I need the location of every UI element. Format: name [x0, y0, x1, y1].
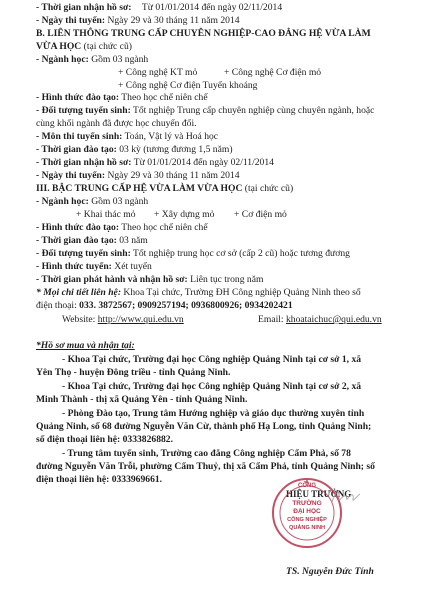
hoso-p4-l1: - Trung tâm tuyển sinh, Trường cao đẳng Công nghiệp Cẩm Phả, số 78 — [62, 448, 351, 459]
receive-value: Từ 01/01/2014 đến ngày 02/11/2014 — [141, 2, 283, 13]
hoso-p4-l3: điện thoại liên hệ: 0333969661. — [36, 474, 163, 485]
handwritten-signature — [330, 486, 362, 508]
hoso-title: *Hồ sơ mua và nhận tại: — [36, 340, 135, 351]
hoso-p3-l2: Quảng Ninh, số 68 đường Nguyễn Văn Cừ, thành phố Hạ Long, tỉnh Quảng Ninh; — [36, 421, 372, 432]
b-ngaythi-value: Ngày 29 và 30 tháng 11 năm 2014 — [107, 170, 240, 181]
iii-dienthoai-value: 033. 3872567; 0909257194; 0936800926; 0934202421 — [79, 300, 293, 311]
b-major-3: + Công nghệ Cơ điện Tuyển khoáng — [118, 80, 258, 91]
b-monthi-line — [36, 131, 218, 143]
b-hinhthuc-value: Theo học chế niên chế — [121, 92, 208, 103]
signer-name: TS. Nguyễn Đức Tính — [286, 566, 374, 577]
iii-nganh-line — [36, 196, 148, 208]
iii-nganh-label: - Ngành học: — [36, 196, 89, 207]
hoso-p4-l2: đường Nguyễn Văn Trỗi, phường Cẩm Thuỷ, thị xã Cẩm Phả, tỉnh Quảng Ninh; số — [36, 461, 375, 472]
iii-major-1: + Khai thác mỏ — [76, 209, 136, 220]
b-nhanhs-value: Từ 01/01/2014 đến ngày 02/11/2014 — [133, 157, 274, 168]
iii-email-line — [258, 314, 382, 326]
b-hinhthuc-label: - Hình thức đào tạo: — [36, 92, 120, 103]
iii-doituong-value: Tốt nghiệp trung học cơ sở (cấp 2 cũ) hoặc tương đương — [133, 248, 350, 259]
iii-email-label: Email: — [258, 314, 284, 325]
stamp-line-3: CÔNG NGHIỆP — [287, 517, 327, 523]
section-b-title-line2 — [36, 41, 132, 53]
stamp-line-1: TRƯỜNG — [292, 500, 322, 507]
iii-chitiet-value: Khoa Tại chức, Trường ĐH Công nghiệp Quảng Ninh theo số — [123, 287, 361, 298]
iii-hinhthuc-ts-value: Xét tuyển — [114, 261, 152, 272]
iii-phathanh-label: - Thời gian phát hành và nhận hồ sơ: — [36, 274, 188, 285]
exam-value: Ngày 29 và 30 tháng 11 năm 2014 — [107, 15, 240, 26]
b-nganh-line — [36, 54, 148, 66]
b-thoigian-label: - Thời gian đào tạo: — [36, 144, 117, 155]
b-ngaythi-line — [36, 170, 240, 182]
b-doituong-line2: cùng khối ngành đã được học chuyển đổi. — [36, 118, 197, 129]
section-b-title: B. LIÊN THÔNG TRUNG CẤP CHUYÊN NGHIỆP-CAO ĐẲNG HỆ VỪA LÀM — [36, 28, 371, 39]
iii-website-line — [62, 314, 184, 326]
section-iii-title-note: (tại chức cũ) — [244, 183, 294, 194]
website-link[interactable]: http://www.qui.edu.vn — [97, 314, 184, 325]
hoso-p1-l2: Yên Thọ - huyện Đông triều - tỉnh Quảng Ninh. — [36, 367, 231, 378]
iii-doituong-line — [36, 248, 350, 260]
stamp-line-2: ĐẠI HỌC — [293, 508, 321, 515]
stamp-line-4: QUẢNG NINH — [288, 525, 326, 531]
section-iii-title-line — [36, 183, 293, 195]
iii-nganh-value: Gồm 03 ngành — [91, 196, 149, 207]
b-doituong-label: - Đối tượng tuyển sinh: — [36, 105, 131, 116]
b-nhanhs-line — [36, 157, 274, 169]
b-thoigian-line — [36, 144, 233, 156]
iii-thoigian-label: - Thời gian đào tạo: — [36, 235, 117, 246]
iii-hinhthuc-line — [36, 222, 208, 234]
iii-hinhthuc-ts-line — [36, 261, 152, 273]
iii-hinhthuc-value: Theo học chế niên chế — [121, 222, 208, 233]
b-monthi-value: Toán, Vật lý và Hoá học — [124, 131, 219, 142]
stamp-top-text: CÔNG — [298, 483, 316, 489]
iii-doituong-label: - Đối tượng tuyển sinh: — [36, 248, 131, 259]
b-doituong-line — [36, 105, 374, 117]
hoso-p3-l1: - Phòng Đào tạo, Trung tâm Hướng nghiệp và giáo dục thường xuyên tỉnh — [62, 408, 365, 419]
exam-line — [36, 15, 240, 27]
iii-phathanh-value: Liên tục trong năm — [190, 274, 264, 285]
b-thoigian-value: 03 kỳ (tương đương 1,5 năm) — [119, 144, 233, 155]
b-nhanhs-label: - Thời gian nhận hồ sơ: — [36, 157, 132, 168]
iii-hinhthuc-label: - Hình thức đào tạo: — [36, 222, 120, 233]
b-nganh-value: Gồm 03 ngành — [91, 54, 149, 65]
iii-hinhthuc-ts-label: - Hình thức tuyển: — [36, 261, 112, 272]
receive-line — [36, 2, 282, 14]
b-nganh-label: - Ngành học: — [36, 54, 89, 65]
b-major-1: + Công nghệ KT mỏ — [118, 67, 198, 78]
section-iii-title: III. BẬC TRUNG CẤP HỆ VỪA LÀM VỪA HỌC — [36, 183, 243, 194]
iii-thoigian-line — [36, 235, 148, 247]
iii-dienthoai-label: điện thoại: — [36, 300, 77, 311]
section-b-title-cont: VỪA HỌC — [36, 41, 82, 52]
hoso-p3-l3: số điện thoại liên hệ: 0333826882. — [36, 434, 173, 445]
section-b-title-note: (tại chức cũ) — [83, 41, 132, 52]
b-major-2: + Công nghệ Cơ điện mỏ — [224, 67, 322, 78]
signature-title: HIỆU TRƯỞNG — [286, 489, 352, 499]
iii-chitiet-label: * Mọi chi tiết liên hệ: — [36, 287, 122, 298]
iii-website-label: Website: — [62, 314, 96, 325]
iii-thoigian-value: 03 năm — [119, 235, 148, 246]
iii-chitiet-line — [36, 287, 361, 299]
iii-dienthoai-line — [36, 300, 293, 312]
b-ngaythi-label: - Ngày thi tuyển: — [36, 170, 106, 181]
b-hinhthuc-line — [36, 92, 208, 104]
iii-major-3: + Cơ điện mỏ — [234, 209, 287, 220]
email-link[interactable]: khoataichuc@qui.edu.vn — [285, 314, 382, 325]
hoso-p1-l1: - Khoa Tại chức, Trường đại học Công nghiệp Quảng Ninh tại cơ sở 1, xã — [62, 354, 362, 365]
receive-label: - Thời gian nhận hồ sơ: — [36, 2, 132, 13]
exam-label: - Ngày thi tuyển: — [36, 15, 106, 26]
b-doituong-value: Tốt nghiệp Trung cấp chuyên nghiệp cùng chuyên ngành, hoặc — [133, 105, 375, 116]
b-monthi-label: - Môn thi tuyển sinh: — [36, 131, 123, 142]
iii-phathanh-line — [36, 274, 263, 286]
hoso-p2-l2: Minh Thành - thị xã Quảng Yên - tỉnh Quảng Ninh. — [36, 394, 248, 405]
iii-major-2: + Xây dựng mỏ — [154, 209, 215, 220]
hoso-p2-l1: - Khoa Tại chức, Trường đại học Công nghiệp Quảng Ninh tại cơ sở 2, xã — [62, 381, 362, 392]
